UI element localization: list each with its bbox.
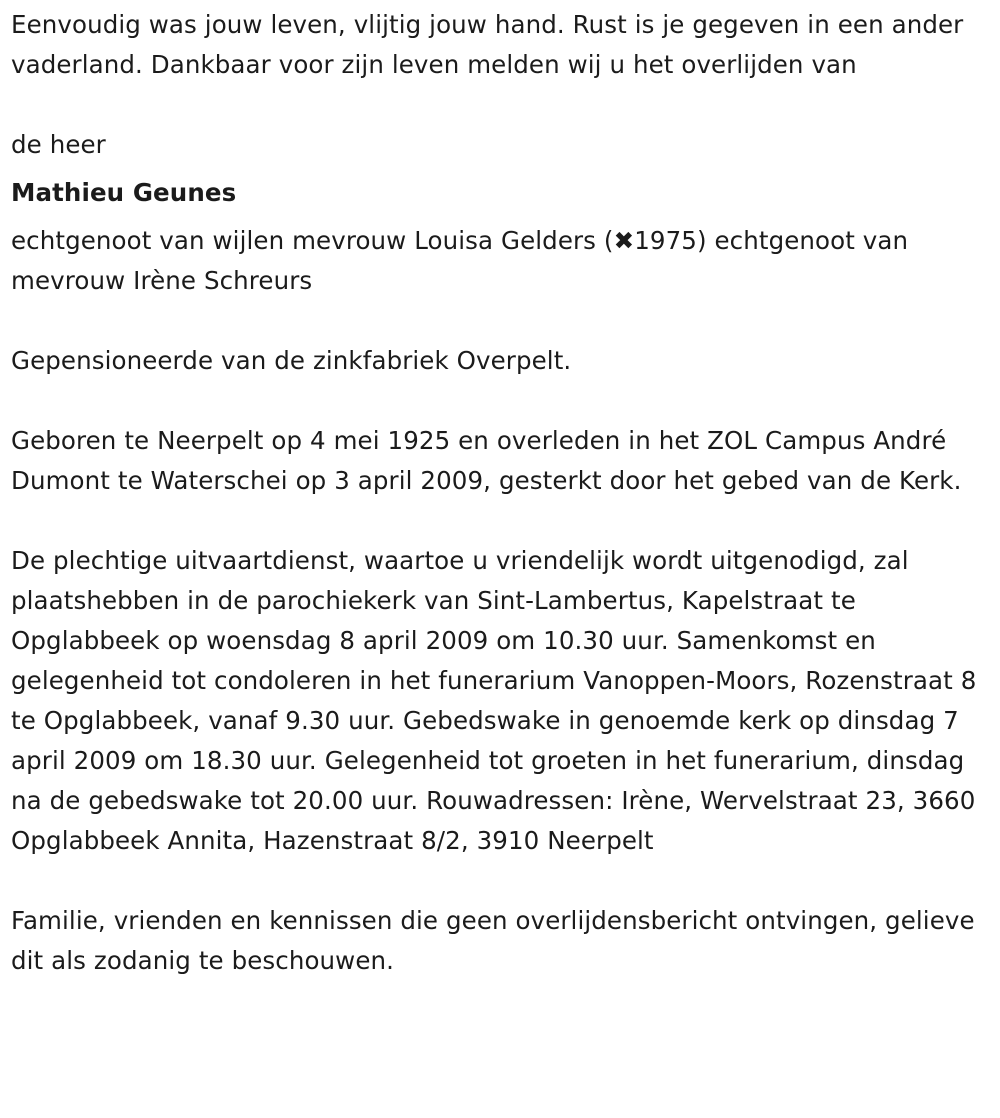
- intro-paragraph: Eenvoudig was jouw leven, vlijtig jouw hand. Rust is je gegeven in een ander vaderland. Dankbaar voor zijn leven melden wij u het overlijden van: [11, 10, 972, 79]
- deceased-name: Mathieu Geunes: [11, 178, 237, 207]
- funeral-details-paragraph: De plechtige uitvaartdienst, waartoe u vriendelijk wordt uitgenodigd, zal plaatshebben in de parochiekerk van Sint-Lambertus, Kapelstraat te Opglabbeek op woensdag 8 april 2009 om 10.30 uur. Samenkomst en gelegenheid tot condoleren in het funerarium Vanoppen-Moors, Rozenstraat 8 te Opglabbeek, vanaf 9.30 uur. Gebedswake in genoemde kerk op dinsdag 7 april 2009 om 18.30 uur. Gelegenheid tot groeten in het funerarium, dinsdag na de gebedswake tot 20.00 uur. Rouwadressen: Irène, Wervelstraat 23, 3660 Opglabbeek Annita, Hazenstraat 8/2, 3910 Neerpelt: [11, 546, 985, 855]
- spouses-paragraph: echtgenoot van wijlen mevrouw Louisa Gelders (✖1975) echtgenoot van mevrouw Irène Schreurs: [11, 226, 917, 295]
- salutation: de heer: [11, 130, 106, 159]
- birth-death-paragraph: Geboren te Neerpelt op 4 mei 1925 en overleden in het ZOL Campus André Dumont te Waterschei op 3 april 2009, gesterkt door het gebed van de Kerk.: [11, 426, 962, 495]
- closing-paragraph: Familie, vrienden en kennissen die geen overlijdensbericht ontvingen, gelieve dit als zodanig te beschouwen.: [11, 906, 983, 975]
- occupation-paragraph: Gepensioneerde van de zinkfabriek Overpelt.: [11, 346, 572, 375]
